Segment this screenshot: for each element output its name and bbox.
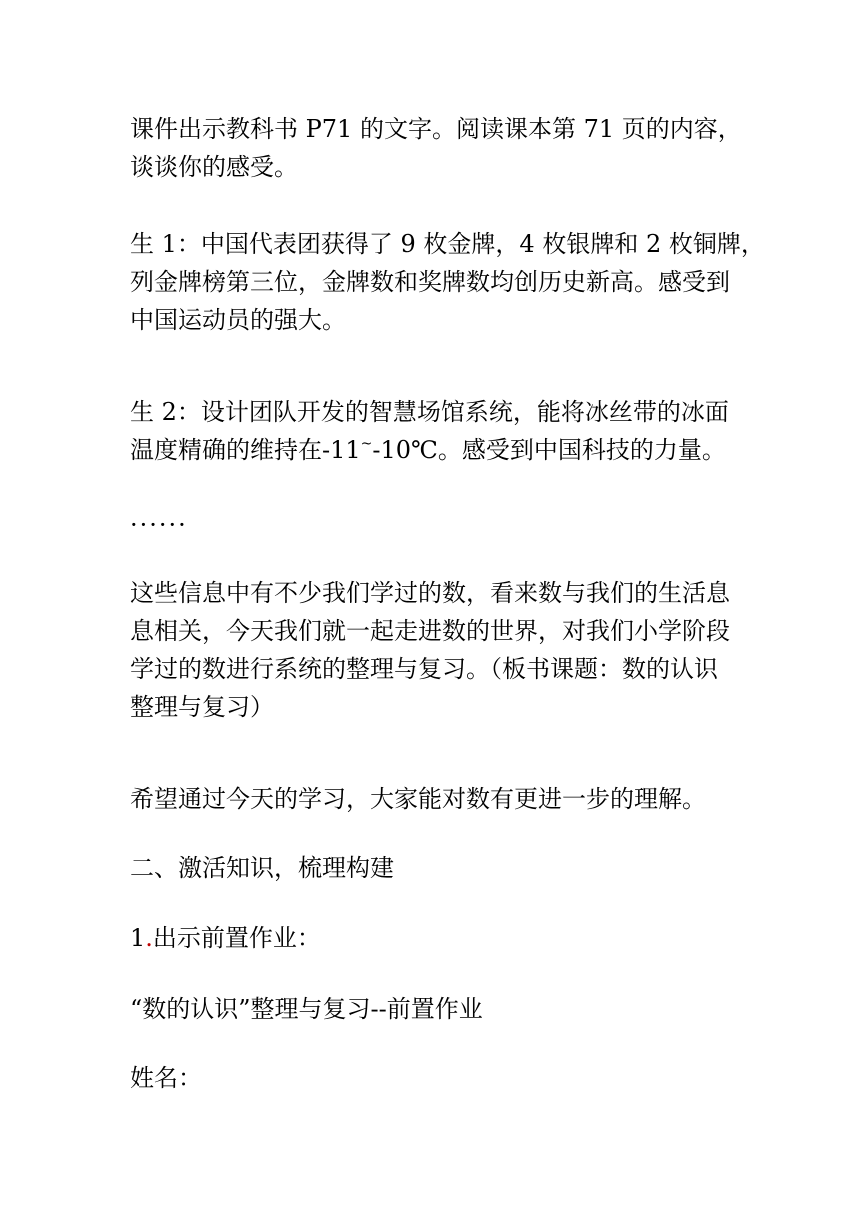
- text-line: [130, 919, 740, 957]
- text-segment: 温度精确的维持在-11: [130, 436, 361, 464]
- ellipsis-text: ······: [130, 511, 188, 539]
- section-heading-activate-knowledge: [130, 849, 740, 887]
- text-segment: -10℃。感受到中国科技的力量。: [372, 436, 726, 464]
- paragraph-name-field: [130, 1059, 740, 1097]
- tilde-mark: ~: [360, 436, 373, 452]
- text-line: [130, 431, 740, 473]
- text-line: 这些信息中有不少我们学过的数，看来数与我们的生活息: [130, 579, 730, 607]
- paragraph-ellipsis: [130, 506, 740, 544]
- paragraph-student-2: [130, 393, 740, 473]
- text-line: 希望通过今天的学习，大家能对数有更进一步的理解。: [130, 785, 706, 813]
- text-line: 息相关，今天我们就一起走进数的世界，对我们小学阶段: [130, 617, 730, 645]
- text-segment: 出示前置作业：: [152, 924, 321, 952]
- text-line: 整理与复习）: [130, 693, 274, 721]
- text-line: 列金牌榜第三位，金牌数和奖牌数均创历史新高。感受到: [130, 268, 730, 296]
- paragraph-student-1: [130, 225, 765, 339]
- text-line: 二、激活知识，梳理构建: [130, 854, 394, 882]
- text-line: 中国运动员的强大。: [130, 306, 346, 334]
- paragraph-pre-homework: [130, 919, 740, 957]
- text-line: 生 2：设计团队开发的智慧场馆系统，能将冰丝带的冰面: [130, 398, 729, 426]
- text-line: 学过的数进行系统的整理与复习。（板书课题：数的认识: [130, 655, 718, 683]
- text-line: 谈谈你的感受。: [130, 153, 298, 181]
- list-number: 1: [130, 924, 146, 952]
- paragraph-homework-title: [130, 990, 740, 1028]
- paragraph-numbers-in-life: [130, 574, 740, 726]
- text-line: 课件出示教科书 P71 的文字。阅读课本第 71 页的内容，: [130, 115, 742, 143]
- paragraph-hope: [130, 780, 740, 818]
- name-label: 姓名：: [130, 1064, 202, 1092]
- text-line: “数的认识”整理与复习--前置作业: [130, 995, 483, 1023]
- paragraph-courseware-intro: [130, 110, 740, 186]
- list-number-dot: .: [145, 924, 153, 952]
- text-line: 生 1：中国代表团获得了 9 枚金牌，4 枚银牌和 2 枚铜牌，: [130, 230, 765, 258]
